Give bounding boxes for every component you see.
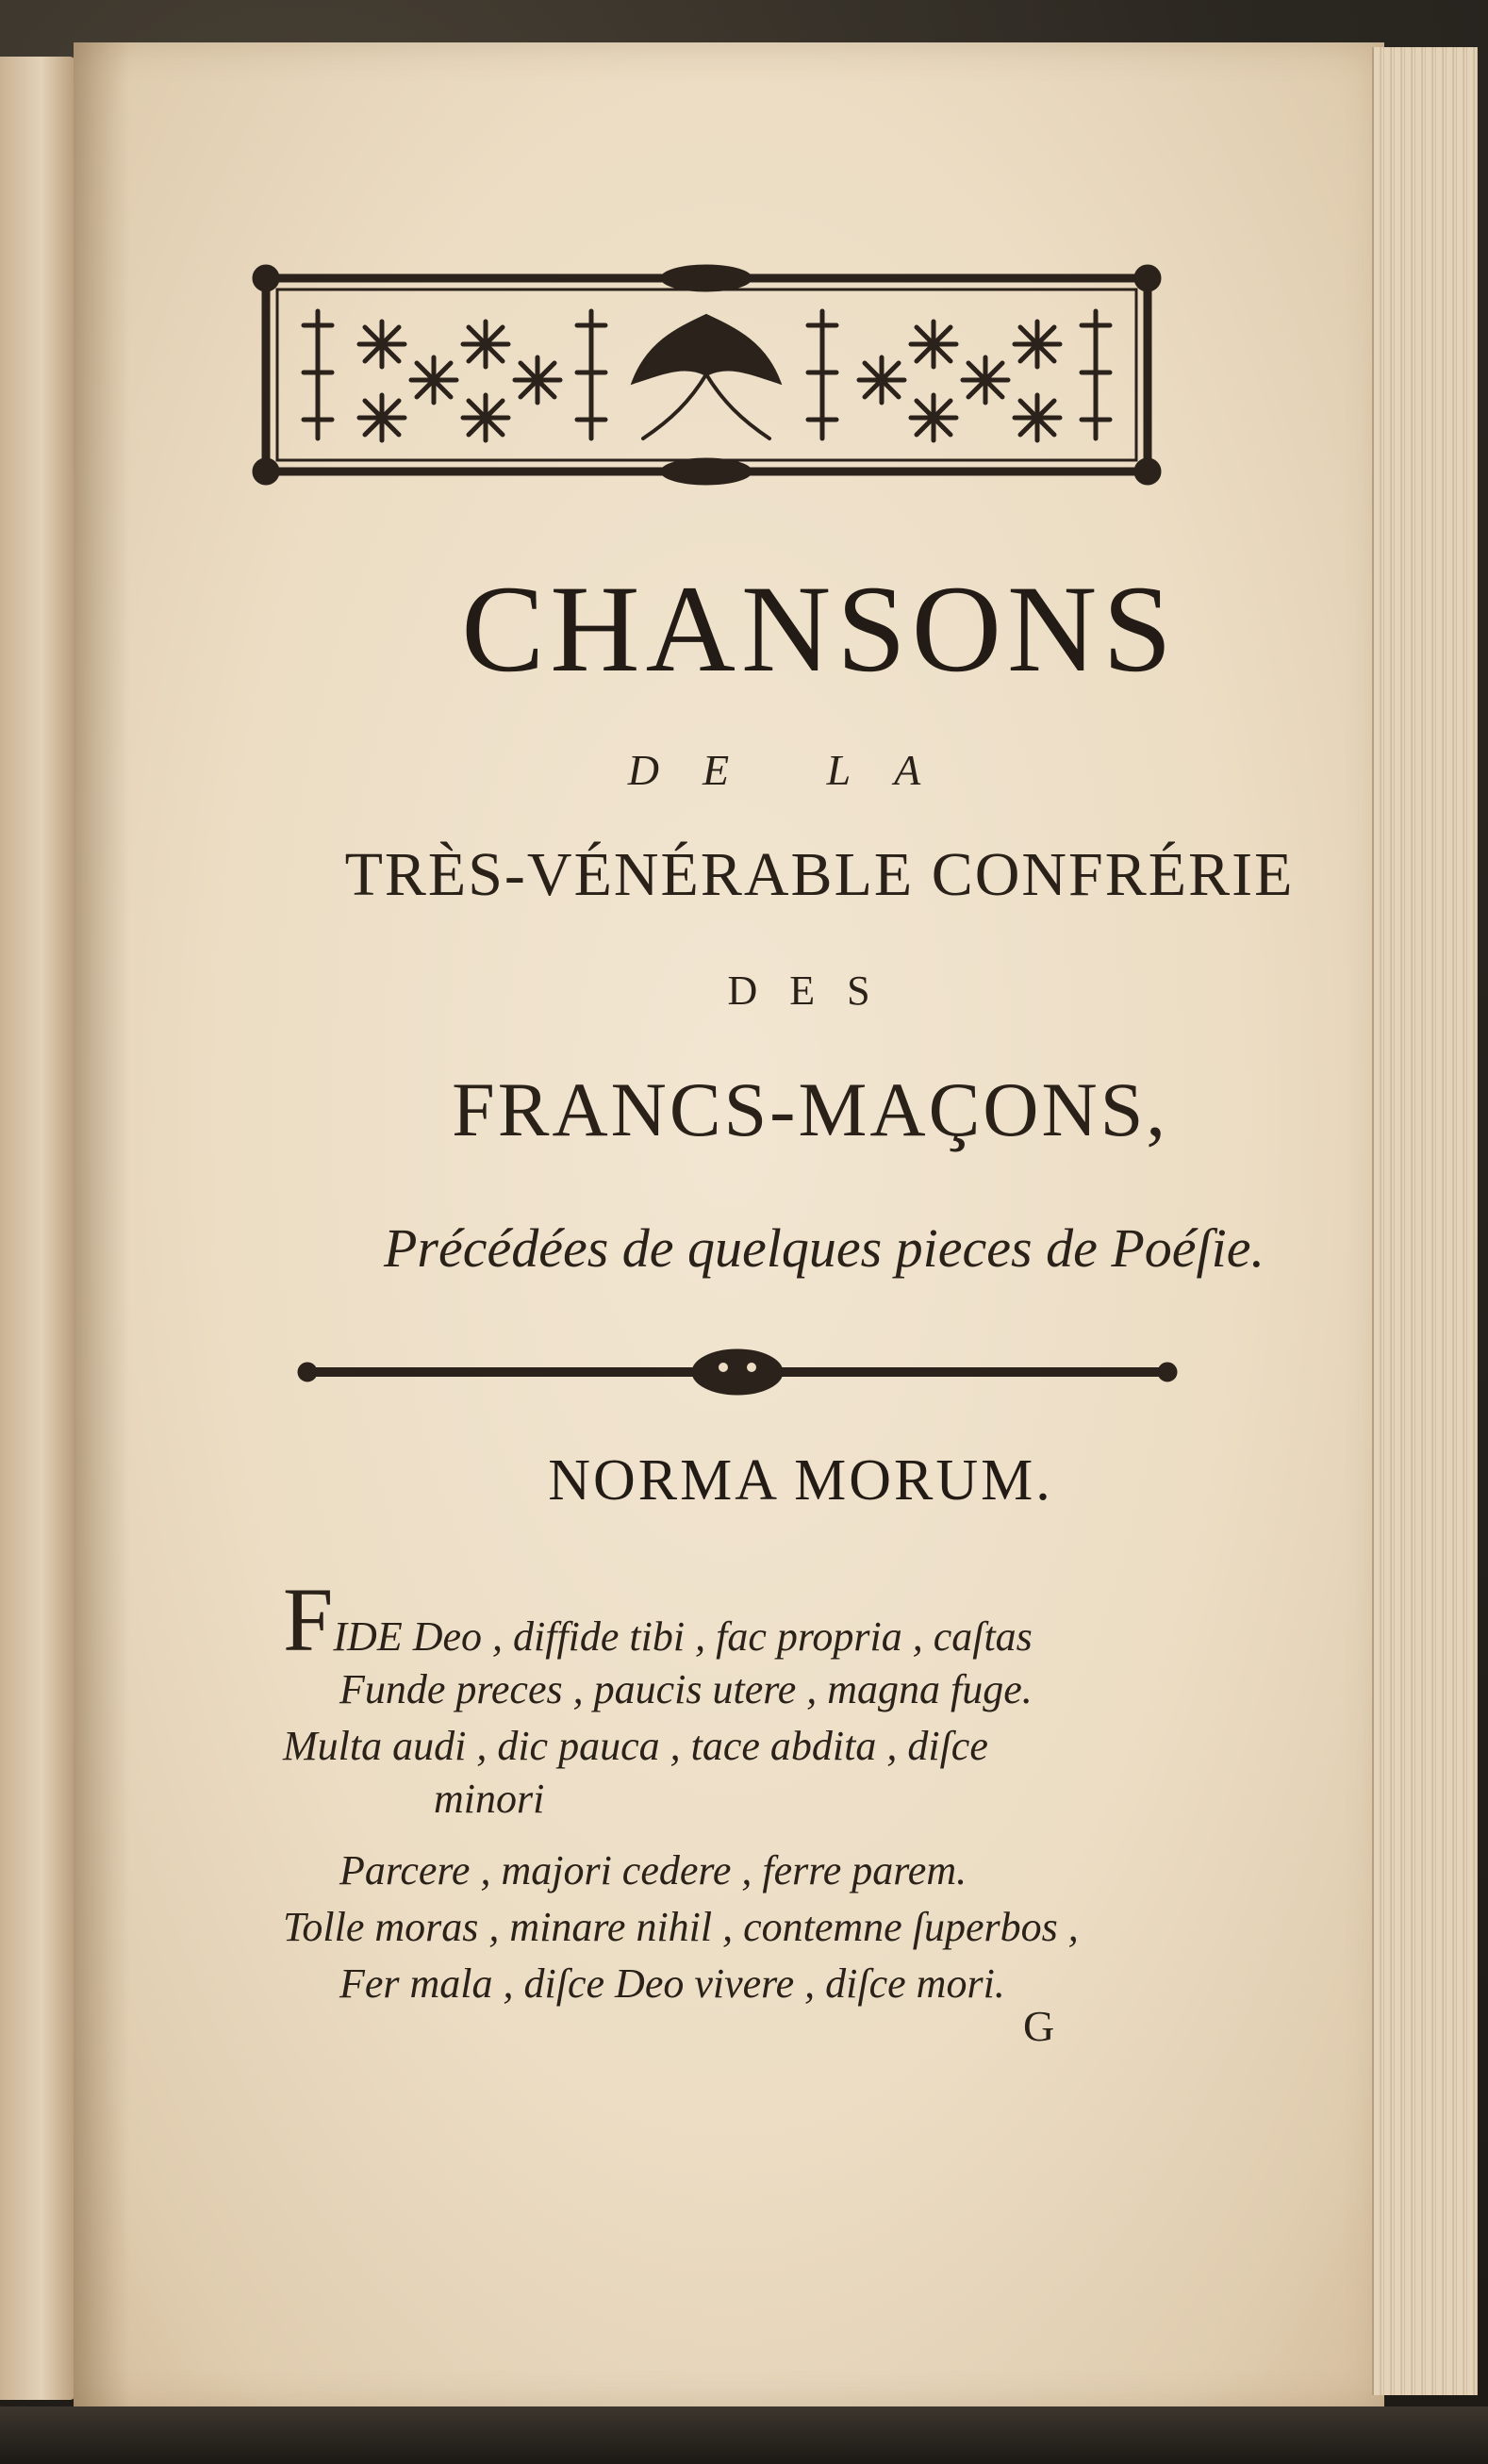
page-title: CHANSONS [461, 559, 1178, 698]
poem-line-5: Tolle moras , minare nihil , contemne ſuperbos , [283, 1904, 1079, 1950]
subtitle-des: DES [727, 967, 902, 1014]
bottom-background [0, 2406, 1488, 2464]
poem-line-1 [283, 1569, 1033, 1670]
poem-line-4: Parcere , majori cedere , ferre parem. [339, 1847, 967, 1893]
ornamental-rule [294, 1339, 1181, 1405]
headpiece-ornament [247, 259, 1166, 490]
poem-line-1-text: IDE Deo , diffide tibi , fac propria , caſtas [333, 1613, 1033, 1660]
subtitle-confrerie: TRÈS-VÉNÉRABLE CONFRÉRIE [344, 840, 1295, 909]
subtitle-francs-macons: FRANCS-MAÇONS, [452, 1067, 1168, 1152]
subtitle-precedees: Précédées de quelques pieces de Poéſie. [383, 1217, 1265, 1279]
subtitle-de-la: DE LA [627, 746, 965, 794]
poem-line-6: Fer mala , diſce Deo vivere , diſce mori. [339, 1960, 1005, 2007]
poem-line-3: Multa audi , dic pauca , tace abdita , diſce [283, 1723, 988, 1769]
drop-cap: F [283, 1569, 334, 1670]
poem-line-2: Funde preces , paucis utere , magna fuge. [339, 1666, 1033, 1712]
signature-mark: G [1023, 2002, 1055, 2050]
section-title: NORMA MORUM. [548, 1448, 1053, 1513]
poem-line-3-continued: minori [434, 1776, 545, 1822]
